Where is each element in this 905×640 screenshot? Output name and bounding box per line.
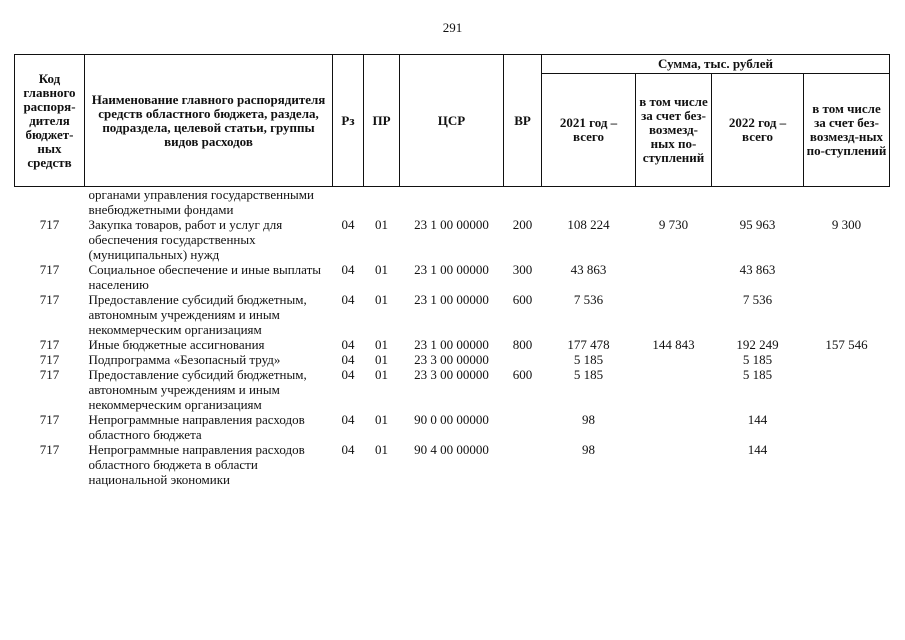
cell-name: Предоставление субсидий бюджетным, автономным учреждениям и иным некоммерческим организациям: [88, 367, 307, 412]
cell-2021-free: [636, 352, 712, 367]
cell-2022-free: 157 546: [825, 337, 868, 352]
budget-table: [14, 54, 890, 487]
cell-2021-free: [636, 367, 712, 412]
cell-pr: 01: [375, 367, 388, 382]
cell-csr: 23 1 00 00000: [414, 262, 489, 277]
cell-2021-free: 9 730: [658, 217, 689, 232]
cell-rz: 04: [341, 217, 355, 232]
cell-name: Закупка товаров, работ и услуг для обеспечения государственных (муниципальных) нужд: [88, 217, 283, 262]
header-name: Наименование главного распорядителя средств областного бюджета, раздела, подраздела, целевой статьи, группы видов расходов: [85, 55, 333, 187]
page-number: 291: [442, 20, 463, 35]
cell-2022-free: [804, 367, 890, 412]
cell-2021-total: 43 863: [570, 262, 607, 277]
cell-vr: 300: [512, 262, 533, 277]
cell-2022-total: 5 185: [742, 367, 773, 382]
cell-vr: [504, 187, 542, 218]
cell-name: Непрограммные направления расходов областного бюджета в области национальной экономики: [88, 442, 305, 487]
cell-pr: 01: [375, 217, 388, 232]
cell-2022-total: 144: [747, 442, 768, 457]
cell-rz: 04: [341, 352, 355, 367]
cell-vr: 600: [512, 292, 533, 307]
table-row: [15, 442, 890, 487]
header-2022-total: 2022 год – всего: [712, 74, 804, 187]
cell-2022-total: 192 249: [736, 337, 779, 352]
cell-2022-total: 7 536: [742, 292, 773, 307]
cell-code: 717: [39, 442, 60, 457]
cell-2021-free: [636, 412, 712, 442]
cell-code: [15, 187, 85, 218]
cell-pr: 01: [375, 442, 388, 457]
cell-vr: 800: [512, 337, 533, 352]
cell-code: 717: [39, 292, 60, 307]
cell-csr: 23 3 00 00000: [414, 352, 489, 367]
header-rz: Рз: [333, 55, 364, 187]
cell-2021-total: 5 185: [573, 367, 604, 382]
cell-2021-total: 5 185: [573, 352, 604, 367]
cell-name: Иные бюджетные ассигнования: [88, 337, 265, 352]
cell-name: Подпрограмма «Безопасный труд»: [88, 352, 281, 367]
cell-name: Социальное обеспечение и иные выплаты населению: [88, 262, 322, 292]
cell-2022-total: 5 185: [742, 352, 773, 367]
table-body: [15, 187, 890, 488]
table-row: [15, 367, 890, 412]
cell-code: 717: [39, 217, 60, 232]
cell-rz: 04: [341, 442, 355, 457]
table-row: [15, 337, 890, 352]
cell-csr: 23 1 00 00000: [414, 217, 489, 232]
cell-2021-free: [636, 187, 712, 218]
cell-vr: [504, 412, 542, 442]
cell-2021-total: 177 478: [567, 337, 610, 352]
cell-rz: 04: [341, 337, 355, 352]
cell-2021-total: 7 536: [573, 292, 604, 307]
cell-2021-total: 108 224: [567, 217, 610, 232]
cell-2021-total: [542, 187, 636, 218]
cell-rz: 04: [341, 412, 355, 427]
header-code: Код главного распоря-дителя бюджет-ных средств: [15, 55, 85, 187]
header-2021-free: в том числе за счет без-возмезд-ных по-ступлений: [636, 74, 712, 187]
cell-2022-free: [804, 262, 890, 292]
cell-csr: 23 1 00 00000: [414, 337, 489, 352]
cell-2022-free: [804, 442, 890, 487]
cell-csr: 90 0 00 00000: [414, 412, 489, 427]
cell-pr: 01: [375, 262, 388, 277]
header-pr: ПР: [364, 55, 400, 187]
header-vr: ВР: [504, 55, 542, 187]
cell-code: 717: [39, 412, 60, 427]
cell-2022-free: [804, 412, 890, 442]
cell-code: 717: [39, 262, 60, 277]
cell-code: 717: [39, 352, 60, 367]
cell-csr: [400, 187, 504, 218]
header-csr: ЦСР: [400, 55, 504, 187]
cell-pr: 01: [375, 292, 388, 307]
cell-pr: 01: [375, 337, 388, 352]
cell-rz: 04: [341, 292, 355, 307]
cell-2021-free: 144 843: [652, 337, 695, 352]
header-2021-total: 2021 год – всего: [542, 74, 636, 187]
cell-2021-total: 98: [582, 442, 595, 457]
table-row: [15, 187, 890, 218]
cell-pr: [364, 187, 400, 218]
cell-rz: 04: [341, 262, 355, 277]
cell-name: Непрограммные направления расходов областного бюджета: [88, 412, 305, 442]
cell-rz: 04: [341, 367, 355, 382]
cell-csr: 23 3 00 00000: [414, 367, 489, 382]
cell-csr: 90 4 00 00000: [414, 442, 489, 457]
cell-rz: [333, 187, 364, 218]
cell-2022-total: 144: [747, 412, 768, 427]
header-sum: Сумма, тыс. рублей: [542, 55, 890, 74]
table-row: [15, 262, 890, 292]
cell-name: Предоставление субсидий бюджетным, автономным учреждениям и иным некоммерческим организациям: [88, 292, 307, 337]
cell-pr: 01: [375, 352, 388, 367]
cell-2021-free: [636, 292, 712, 337]
cell-name: органами управления государственными внебюджетными фондами: [88, 187, 314, 217]
cell-2021-free: [636, 442, 712, 487]
cell-2022-total: 95 963: [739, 217, 776, 232]
cell-code: 717: [39, 367, 60, 382]
cell-vr: [504, 352, 542, 367]
cell-code: 717: [39, 337, 60, 352]
cell-pr: 01: [375, 412, 388, 427]
table-row: [15, 352, 890, 367]
table-row: [15, 292, 890, 337]
cell-vr: 600: [512, 367, 533, 382]
table-row: [15, 217, 890, 262]
cell-csr: 23 1 00 00000: [414, 292, 489, 307]
cell-2022-total: [712, 187, 804, 218]
cell-2022-free: 9 300: [831, 217, 862, 232]
cell-2021-total: 98: [582, 412, 595, 427]
table-row: [15, 412, 890, 442]
cell-2021-free: [636, 262, 712, 292]
cell-2022-free: [804, 187, 890, 218]
cell-2022-total: 43 863: [739, 262, 776, 277]
table-header: [15, 55, 890, 187]
cell-vr: [504, 442, 542, 487]
cell-vr: 200: [512, 217, 533, 232]
cell-2022-free: [804, 352, 890, 367]
header-2022-free: в том числе за счет без-возмезд-ных по-ступлений: [804, 74, 890, 187]
cell-2022-free: [804, 292, 890, 337]
